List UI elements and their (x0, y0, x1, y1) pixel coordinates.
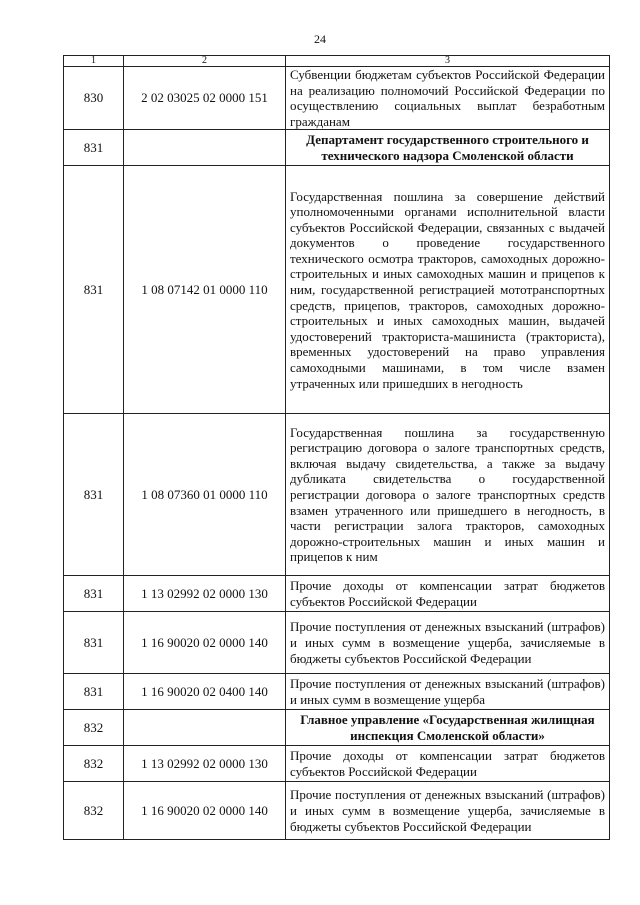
admin-code-cell: 831 (64, 166, 124, 414)
description-cell: Прочие доходы от компенсации затрат бюджетов субъектов Российской Федерации (286, 576, 610, 612)
column-header: 1 (64, 56, 124, 67)
description-cell: Прочие поступления от денежных взысканий (штрафов) и иных сумм в возмещение ущерба, зачисляемые в бюджеты субъектов Российской Федерации (286, 782, 610, 840)
description-cell: Прочие доходы от компенсации затрат бюджетов субъектов Российской Федерации (286, 746, 610, 782)
revenue-code-cell: 1 13 02992 02 0000 130 (124, 576, 286, 612)
page-number: 24 (314, 32, 326, 46)
table-row (64, 746, 610, 782)
revenue-code-cell: 1 16 90020 02 0000 140 (124, 612, 286, 674)
column-header: 2 (124, 56, 286, 67)
department-row (64, 130, 610, 166)
admin-code-cell: 831 (64, 612, 124, 674)
department-name-cell: Департамент государственного строительного и технического надзора Смоленской области (286, 130, 610, 166)
admin-code-cell: 831 (64, 414, 124, 576)
description-cell: Субвенции бюджетам субъектов Российской Федерации на реализацию полномочий Российской Федерации по осуществлению социальных выплат безработным гражданам (286, 67, 610, 130)
revenue-code-cell: 1 08 07360 01 0000 110 (124, 414, 286, 576)
admin-code-cell: 830 (64, 67, 124, 130)
table-row (64, 576, 610, 612)
revenue-code-cell (124, 130, 286, 166)
table-header-row (64, 56, 610, 67)
department-name-cell: Главное управление «Государственная жилищная инспекция Смоленской области» (286, 710, 610, 746)
description-cell: Государственная пошлина за государственную регистрацию договора о залоге транспортных средств, включая выдачу свидетельства, а также за выдачу дубликата свидетельства о государственной регистрации договора о залоге транспортных средств взамен утраченного или пришедшего в негодность, в части регистрации залога тракторов, самоходных дорожно-строительных машин и иных машин и прицепов к ним (286, 414, 610, 576)
admin-code-cell: 831 (64, 674, 124, 710)
table-row (64, 612, 610, 674)
table-row (64, 67, 610, 130)
description-cell: Государственная пошлина за совершение действий уполномоченными органами исполнительной власти субъектов Российской Федерации, связанных с выдачей документов о проведение государственного технического осмотра тракторов, самоходных дорожно-строительных и иных самоходных машин и прицепов к ним, государственной регистрацией мототранспортных средств, прицепов, тракторов, самоходных дорожно-строительных и иных самоходных машин, выдачей удостоверений тракториста-машиниста (тракториста), временных удостоверений на право управления самоходными машинами, в том числе взамен утраченных или пришедших в негодность (286, 166, 610, 414)
table-row (64, 166, 610, 414)
description-cell: Прочие поступления от денежных взысканий (штрафов) и иных сумм в возмещение ущерба, зачисляемые в бюджеты субъектов Российской Федерации (286, 612, 610, 674)
revenue-code-cell: 2 02 03025 02 0000 151 (124, 67, 286, 130)
revenue-code-cell (124, 710, 286, 746)
table-row (64, 782, 610, 840)
table-row (64, 414, 610, 576)
admin-code-cell: 832 (64, 746, 124, 782)
column-header: 3 (286, 56, 610, 67)
admin-code-cell: 831 (64, 130, 124, 166)
table-row (64, 674, 610, 710)
department-row (64, 710, 610, 746)
revenue-code-cell: 1 08 07142 01 0000 110 (124, 166, 286, 414)
admin-code-cell: 832 (64, 710, 124, 746)
revenue-code-cell: 1 16 90020 02 0000 140 (124, 782, 286, 840)
revenue-code-cell: 1 16 90020 02 0400 140 (124, 674, 286, 710)
revenue-codes-table (63, 55, 610, 840)
admin-code-cell: 831 (64, 576, 124, 612)
description-cell: Прочие поступления от денежных взысканий (штрафов) и иных сумм в возмещение ущерба (286, 674, 610, 710)
revenue-code-cell: 1 13 02992 02 0000 130 (124, 746, 286, 782)
admin-code-cell: 832 (64, 782, 124, 840)
